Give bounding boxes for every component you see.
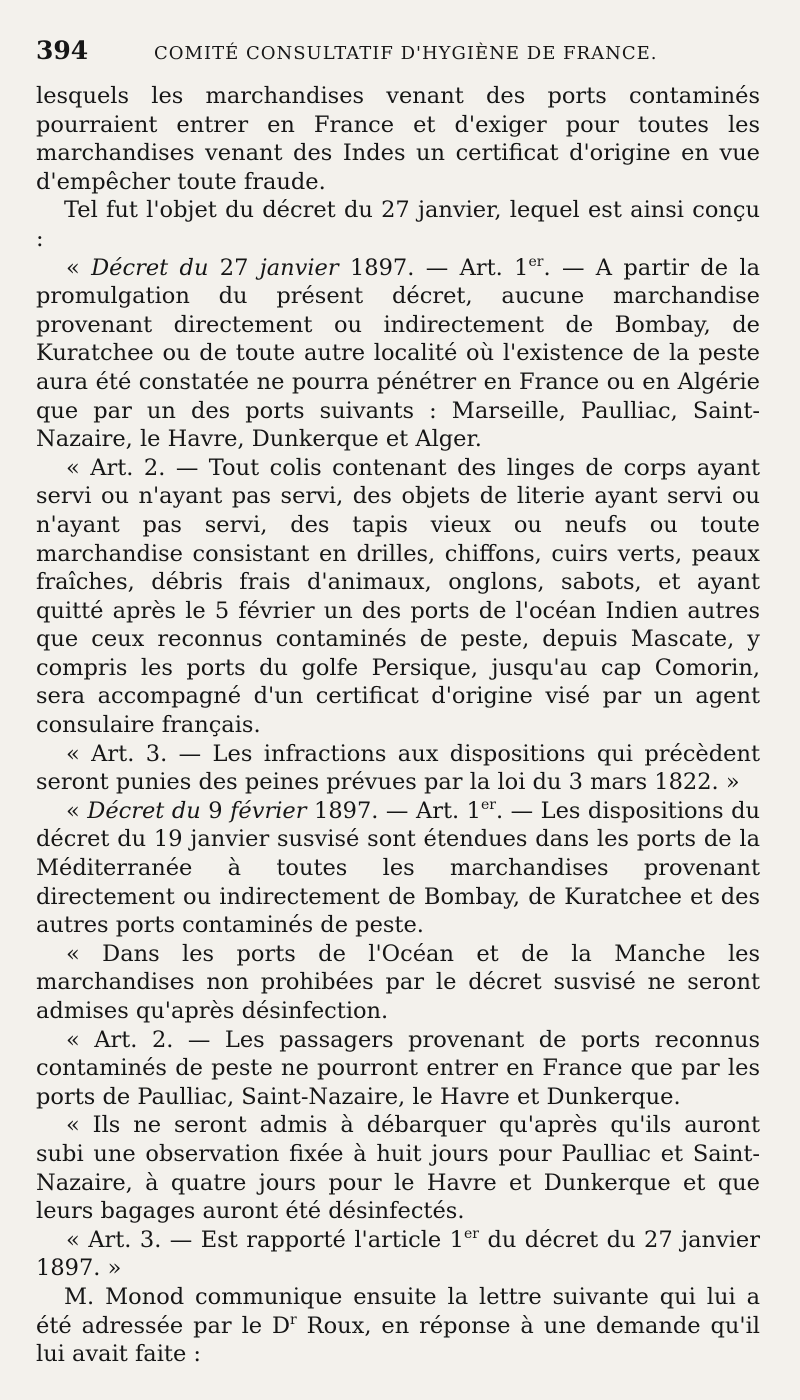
paragraph-decree-27-janvier: « Décret du 27 janvier 1897. — Art. 1er. — A partir de la promulgation du présent décret, aucune marchandise provenant directement ou indirectement de Bombay, de Kuratchee ou de toute autre localité où l'existence de la peste aura été constatée ne pourra pénétrer en France ou en Algérie que par un des ports suivants : Marseille, Paulliac, Saint-Nazaire, le Havre, Dunkerque et Alger. [36, 253, 760, 453]
paragraph-2: Tel fut l'objet du décret du 27 janvier, lequel est ainsi conçu : [36, 197, 760, 252]
paragraph-art-2: « Art. 2. — Tout colis contenant des linges de corps ayant servi ou n'ayant pas servi, des objets de literie ayant servi ou n'ayant pas servi, des tapis vieux ou neufs ou toute marchandise consistant en drilles, chiffons, cuirs verts, peaux fraîches, débris frais d'animaux, onglons, sabots, et ayant quitté après le 5 février un des ports de l'océan Indien autres que ceux reconnus contaminés de peste, depuis Mascate, y compris les ports du golfe Persique, jusqu'au cap Comorin, sera accompagné d'un certificat d'origine visé par un agent consulaire français. [36, 454, 760, 739]
paragraph-1: lesquels les marchandises venant des ports contaminés pourraient entrer en France et d'exiger pour toutes les marchandises venant des Indes un certificat d'origine en vue d'empêcher toute fraude. [36, 83, 760, 195]
paragraph-art-2-passagers: « Art. 2. — Les passagers provenant de ports reconnus contaminés de peste ne pourront entrer en France que par les ports de Paulliac, Saint-Nazaire, le Havre et Dunkerque. [36, 1026, 760, 1110]
body-text [36, 82, 760, 1369]
page-header [36, 36, 760, 76]
paragraph-art-3-rapporte: « Art. 3. — Est rapporté l'article 1er du décret du 27 janvier 1897. » [36, 1225, 760, 1282]
paragraph-art-3: « Art. 3. — Les infractions aux dispositions qui précèdent seront punies des peines prévues par la loi du 3 mars 1822. » [36, 740, 760, 796]
paragraph-observation: « Ils ne seront admis à débarquer qu'après qu'ils auront subi une observation fixée à huit jours pour Paulliac et Saint-Nazaire, à quatre jours pour le Havre et Dunkerque et que leurs bagages auront été désinfectés. [36, 1112, 760, 1225]
paragraph-decree-9-fevrier: « Décret du 9 février 1897. — Art. 1er. — Les dispositions du décret du 19 janvier susvisé sont étendues dans les ports de la Méditerranée à toutes les marchandises provenant directement ou indirectement de Bombay, de Kuratchee et des autres ports contaminés de peste. [36, 796, 760, 939]
paragraph-monod: M. Monod communique ensuite la lettre suivante qui lui a été adressée par le $D^r$ Roux, en réponse à une demande qu'il lui avait faite : [36, 1283, 760, 1368]
running-head: COMITÉ CONSULTATIF D'HYGIÈNE DE FRANCE. [154, 43, 658, 64]
page-number: 394 [36, 36, 89, 65]
paragraph-ocean-manche: « Dans les ports de l'Océan et de la Manche les marchandises non prohibées par le décret susvisé ne seront admises qu'après désinfection. [36, 940, 760, 1024]
